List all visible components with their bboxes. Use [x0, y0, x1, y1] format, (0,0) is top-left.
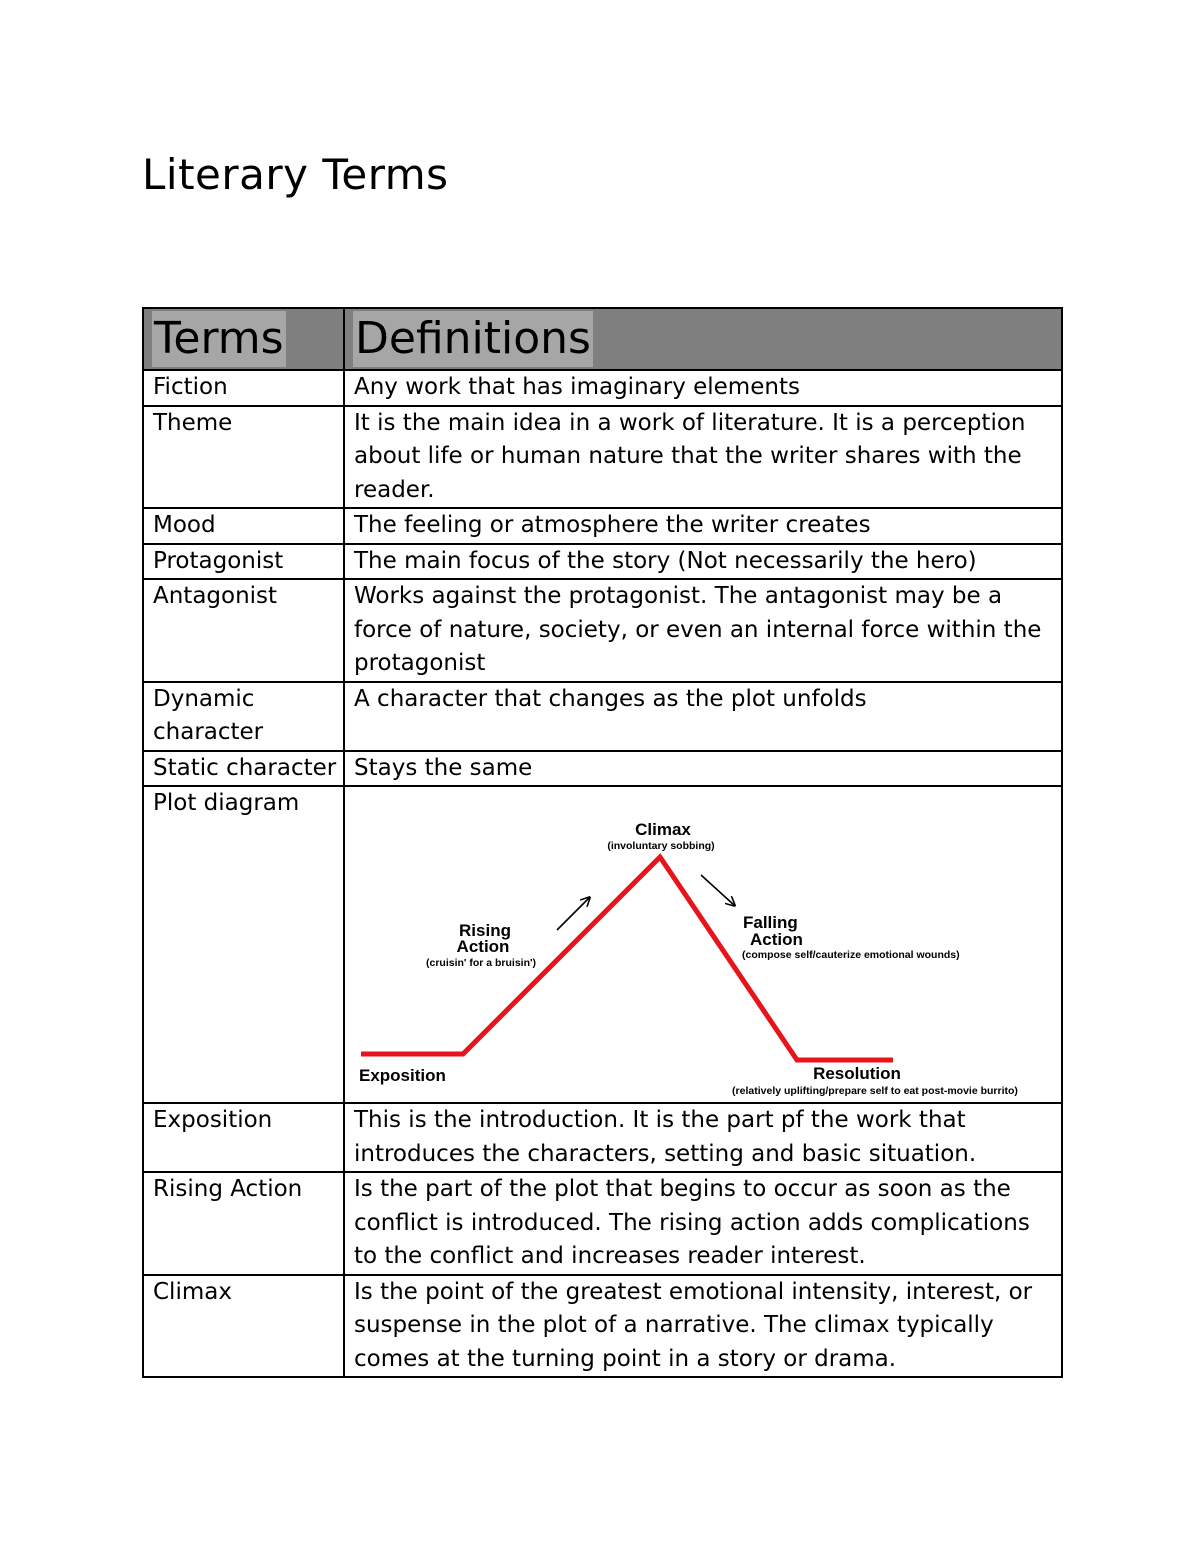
term-cell: Rising Action: [143, 1172, 344, 1275]
table-row-protagonist: [143, 544, 1062, 580]
term-cell: Mood: [143, 508, 344, 544]
rising-title-2: Action: [456, 937, 510, 956]
table-row-rising-action: [143, 1172, 1062, 1275]
table-row-exposition: [143, 1103, 1062, 1172]
table-row-plot-diagram: [143, 786, 1062, 1103]
term-cell: Theme: [143, 406, 344, 509]
rising-note: (cruisin' for a bruisin'): [425, 957, 537, 969]
falling-title-1: Falling: [743, 913, 798, 932]
rising-title-1: Rising: [459, 921, 511, 940]
climax-note: (involuntary sobbing): [607, 840, 715, 852]
climax-title: Climax: [635, 820, 691, 839]
definition-cell: Works against the protagonist. The antagonist may be a force of nature, society, or even an internal force within the protagonist: [344, 579, 1062, 682]
table-row-fiction: [143, 370, 1062, 406]
table-row-theme: [143, 406, 1062, 509]
definition-cell: The main focus of the story (Not necessarily the hero): [344, 544, 1062, 580]
table-row-antagonist: [143, 579, 1062, 682]
definition-cell: This is the introduction. It is the part pf the work that introduces the characters, setting and basic situation.: [344, 1103, 1062, 1172]
header-definitions-label: Definitions: [353, 311, 593, 367]
resolution-title: Resolution: [813, 1064, 901, 1083]
falling-note: (compose self/cauterize emotional wounds): [742, 949, 960, 961]
header-terms-label: Terms: [152, 311, 286, 367]
plot-diagram-cell: [344, 786, 1062, 1103]
header-definitions: [344, 308, 1062, 370]
definition-cell: It is the main idea in a work of literature. It is a perception about life or human nature that the writer shares with the reader.: [344, 406, 1062, 509]
plot-diagram: [345, 787, 1061, 1102]
term-cell: Antagonist: [143, 579, 344, 682]
definition-cell: Stays the same: [344, 751, 1062, 787]
rising-arrow: [557, 898, 589, 930]
term-cell: Plot diagram: [143, 786, 344, 1103]
falling-title-2: Action: [750, 930, 803, 949]
definition-cell: A character that changes as the plot unfolds: [344, 682, 1062, 751]
definition-cell: Any work that has imaginary elements: [344, 370, 1062, 406]
term-cell: Exposition: [143, 1103, 344, 1172]
page-title: Literary Terms: [142, 150, 449, 199]
definition-cell: Is the part of the plot that begins to occur as soon as the conflict is introduced. The rising action adds complications to the conflict and increases reader interest.: [344, 1172, 1062, 1275]
term-cell: Static character: [143, 751, 344, 787]
table-row-static-character: [143, 751, 1062, 787]
falling-arrow: [701, 875, 734, 905]
table-header-row: [143, 308, 1062, 370]
term-cell: Climax: [143, 1275, 344, 1378]
table-row-mood: [143, 508, 1062, 544]
header-terms: [143, 308, 344, 370]
table-row-dynamic-character: [143, 682, 1062, 751]
table-row-climax: [143, 1275, 1062, 1378]
literary-terms-table: [142, 307, 1063, 1378]
definition-cell: The feeling or atmosphere the writer creates: [344, 508, 1062, 544]
term-cell: Protagonist: [143, 544, 344, 580]
term-cell: Fiction: [143, 370, 344, 406]
definition-cell: Is the point of the greatest emotional intensity, interest, or suspense in the plot of a narrative. The climax typically comes at the turning point in a story or drama.: [344, 1275, 1062, 1378]
resolution-note: (relatively uplifting/prepare self to eat post-movie burrito): [732, 1085, 1018, 1097]
exposition-title: Exposition: [359, 1066, 446, 1085]
term-cell: Dynamic character: [143, 682, 344, 751]
